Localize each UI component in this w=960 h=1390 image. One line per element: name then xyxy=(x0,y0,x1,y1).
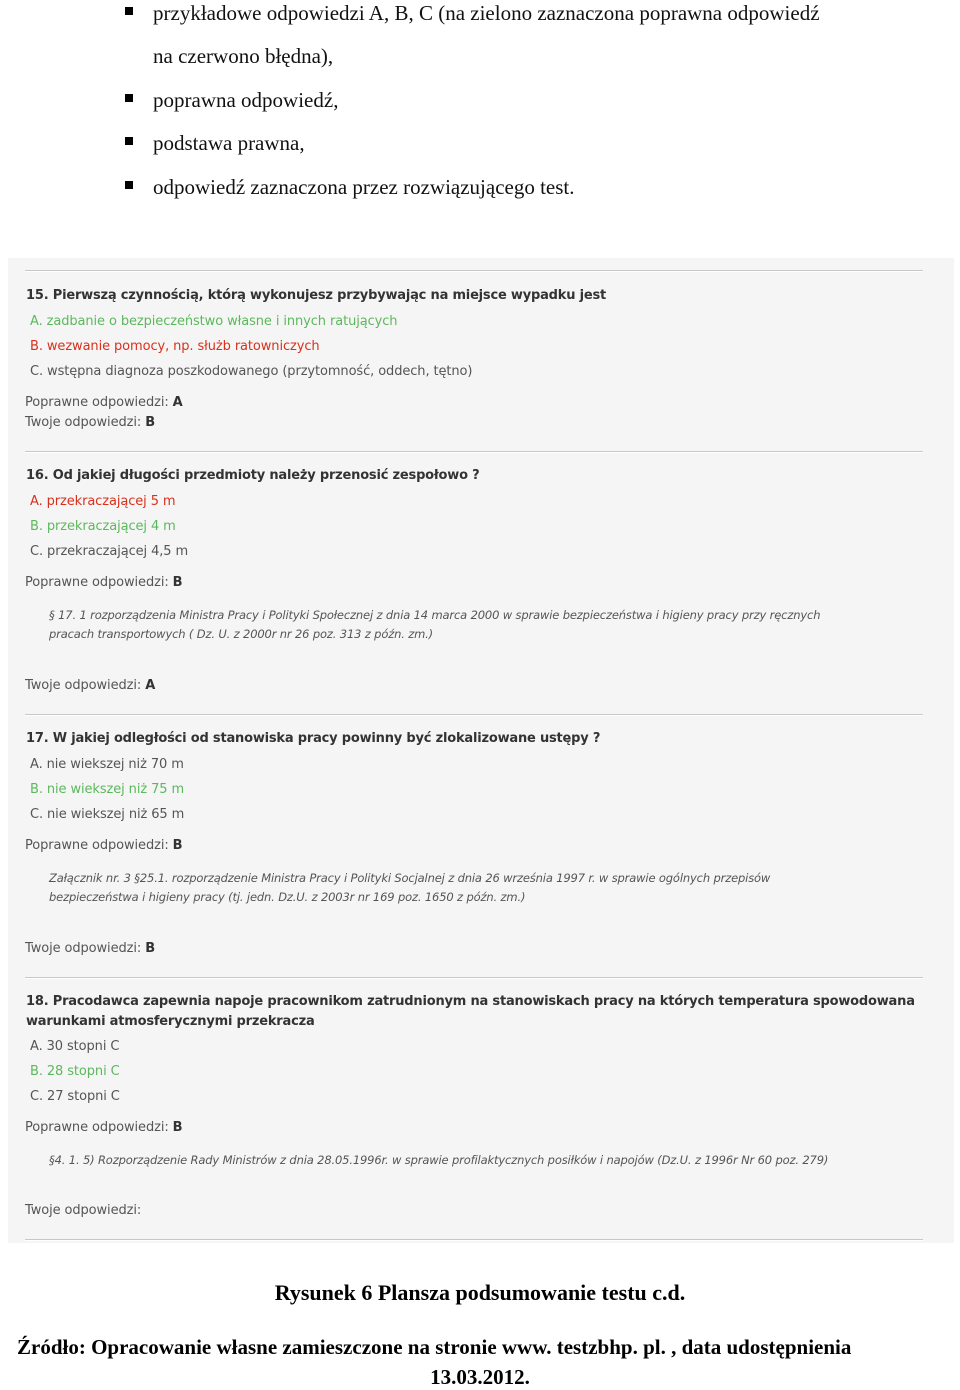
question-title: 17. W jakiej odległości od stanowiska pracy powinny być zlokalizowane ustępy ? xyxy=(26,731,601,746)
bullet-item: odpowiedź zaznaczona przez rozwiązującego test. xyxy=(153,175,575,199)
divider xyxy=(25,451,923,453)
answer-option: A. przekraczającej 5 m xyxy=(30,494,176,509)
correct-answer-value: B xyxy=(172,575,183,590)
divider xyxy=(25,1239,923,1241)
answer-option: A. nie wiekszej niż 70 m xyxy=(30,757,184,772)
correct-answer-value: B xyxy=(172,838,183,853)
question-title: 15. Pierwszą czynnością, którą wykonujesz przybywając na miejsce wypadku jest xyxy=(26,288,607,303)
source-note: Źródło: Opracowanie własne zamieszczone na stronie www. testzbhp. pl. , data udostępnienia xyxy=(17,1335,852,1359)
question-title: 16. Od jakiej długości przedmioty należy przenosić zespołowo ? xyxy=(26,468,480,483)
correct-answer-row xyxy=(25,394,183,412)
legal-basis-line: Załącznik nr. 3 §25.1. rozporządzenie Ministra Pracy i Polityki Socjalnej z dnia 26 września 1997 r. w sprawie ogólnych przepisów xyxy=(49,871,771,885)
legal-basis-line: § 17. 1 rozporządzenia Ministra Pracy i Polityki Społecznej z dnia 14 marca 2000 w sprawie bezpieczeństwa i higieny pracy przy ręcznych xyxy=(49,608,821,622)
bullet-item: przykładowe odpowiedzi A, B, C (na zielono zaznaczona poprawna odpowiedź xyxy=(153,1,820,25)
legal-basis-line: bezpieczeństwa i higieny pracy (tj. jedn. Dz.U. z 2003r nr 169 poz. 1650 z późn. zm.) xyxy=(49,890,526,904)
your-answer-label: Twoje odpowiedzi: xyxy=(25,678,142,693)
your-answer-value: A xyxy=(145,678,156,693)
your-answer-label: Twoje odpowiedzi: xyxy=(25,941,142,956)
answer-option: C. wstępna diagnoza poszkodowanego (przytomność, oddech, tętno) xyxy=(30,364,473,379)
figure-caption: Rysunek 6 Plansza podsumowanie testu c.d. xyxy=(274,1280,686,1305)
bullet-item-continuation: na czerwono błędna), xyxy=(153,44,334,68)
correct-answer-label: Poprawne odpowiedzi: xyxy=(25,838,169,853)
answer-option: B. 28 stopni C xyxy=(30,1064,120,1079)
answer-option: B. przekraczającej 4 m xyxy=(30,519,176,534)
your-answer-row xyxy=(25,414,155,432)
bullet-marker xyxy=(125,181,133,189)
legal-basis-line: §4. 1. 5) Rozporządzenie Rady Ministrów z dnia 28.05.1996r. w sprawie profilaktycznych posiłków i napojów (Dz.U. z 1996r Nr 60 poz. 279) xyxy=(49,1153,829,1167)
correct-answer-label: Poprawne odpowiedzi: xyxy=(25,575,169,590)
bullet-item: poprawna odpowiedź, xyxy=(153,88,339,112)
bullet-marker xyxy=(125,137,133,145)
correct-answer-row xyxy=(25,574,182,592)
divider xyxy=(25,714,923,716)
answer-option: B. nie wiekszej niż 75 m xyxy=(30,782,185,797)
answer-option: B. wezwanie pomocy, np. służb ratowniczych xyxy=(30,339,320,354)
correct-answer-label: Poprawne odpowiedzi: xyxy=(25,1120,169,1135)
answer-option: C. nie wiekszej niż 65 m xyxy=(30,807,185,822)
your-answer-row xyxy=(25,1202,141,1220)
answer-option: A. 30 stopni C xyxy=(30,1039,120,1054)
answer-option: A. zadbanie o bezpieczeństwo własne i innych ratujących xyxy=(30,314,398,329)
correct-answer-value: B xyxy=(172,1120,183,1135)
question-title: 18. Pracodawca zapewnia napoje pracownikom zatrudnionym na stanowiskach pracy na których temperatura spowodowana xyxy=(26,994,915,1009)
correct-answer-row xyxy=(25,1119,182,1137)
correct-answer-label: Poprawne odpowiedzi: xyxy=(25,395,169,410)
correct-answer-row xyxy=(25,837,182,855)
divider xyxy=(25,977,923,979)
test-summary-screenshot xyxy=(8,258,954,1243)
answer-option: C. 27 stopni C xyxy=(30,1089,120,1104)
your-answer-label: Twoje odpowiedzi: xyxy=(25,415,142,430)
legal-basis-line: pracach transportowych ( Dz. U. z 2000r nr 26 poz. 313 z późn. zm.) xyxy=(49,627,434,641)
source-date: 13.03.2012. xyxy=(430,1365,530,1389)
your-answer-row xyxy=(25,940,155,958)
your-answer-row xyxy=(25,677,155,695)
bullet-marker xyxy=(125,7,133,15)
your-answer-value: B xyxy=(145,415,155,430)
your-answer-value: B xyxy=(145,941,155,956)
bullet-item: podstawa prawna, xyxy=(153,131,305,155)
answer-option: C. przekraczającej 4,5 m xyxy=(30,544,189,559)
question-title-continuation: warunkami atmosferycznymi przekracza xyxy=(26,1014,315,1029)
divider xyxy=(25,270,923,272)
bullet-marker xyxy=(125,94,133,102)
your-answer-label: Twoje odpowiedzi: xyxy=(25,1203,142,1218)
correct-answer-value: A xyxy=(172,395,183,410)
